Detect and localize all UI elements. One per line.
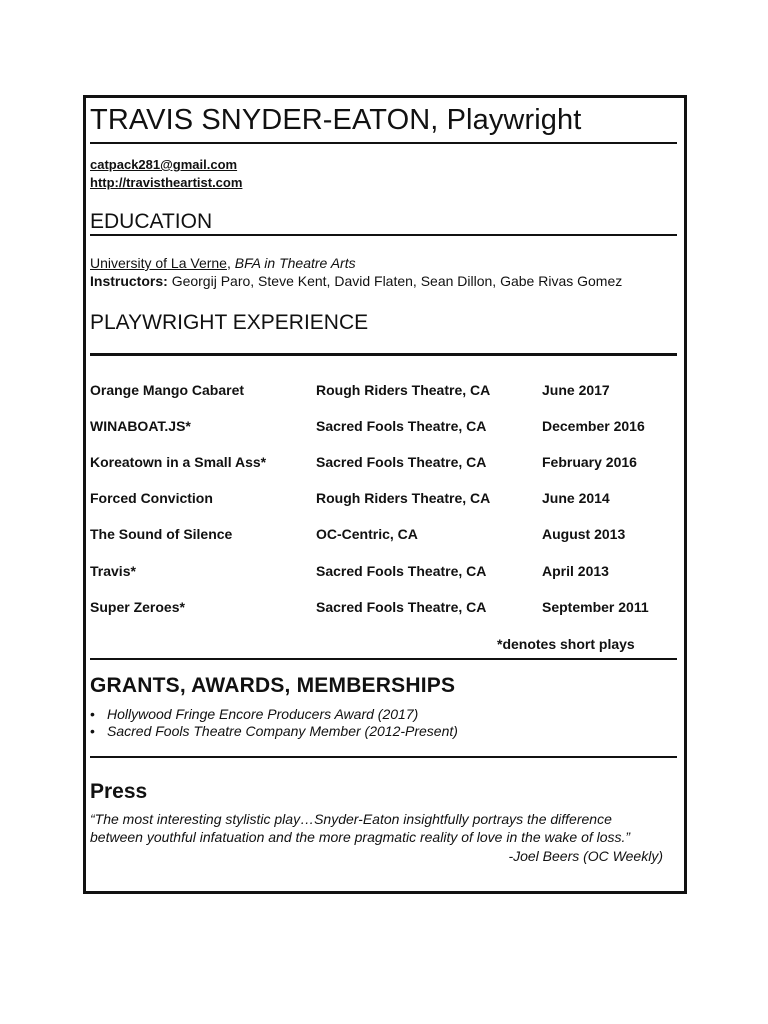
play-venue: Rough Riders Theatre, CA	[316, 382, 491, 398]
play-venue: Sacred Fools Theatre, CA	[316, 418, 487, 434]
instructors-label: Instructors:	[90, 273, 168, 289]
experience-divider	[90, 353, 677, 356]
email-link[interactable]: catpack281@gmail.com	[90, 157, 238, 172]
instructors-list: Georgij Paro, Steve Kent, David Flaten, Sean Dillon, Gabe Rivas Gomez	[171, 273, 623, 289]
list-item	[90, 706, 418, 722]
press-heading: Press	[90, 780, 148, 803]
short-plays-note: *denotes short plays	[497, 636, 635, 652]
grants-heading: GRANTS, AWARDS, MEMBERSHIPS	[90, 674, 456, 697]
play-venue: Sacred Fools Theatre, CA	[316, 599, 487, 615]
website-link[interactable]: http://travistheartist.com	[90, 175, 243, 190]
play-venue: Sacred Fools Theatre, CA	[316, 563, 487, 579]
play-title: The Sound of Silence	[90, 526, 233, 542]
degree-separator: ,	[226, 255, 235, 271]
play-title: Koreatown in a Small Ass*	[90, 454, 267, 470]
instructors-line	[90, 273, 622, 289]
play-date: December 2016	[542, 418, 645, 434]
play-venue: OC-Centric, CA	[316, 526, 418, 542]
list-item	[90, 723, 458, 739]
school-name: University of La Verne	[90, 255, 227, 271]
play-title: Travis*	[90, 563, 136, 579]
play-date: September 2011	[542, 599, 649, 615]
play-date: April 2013	[542, 563, 609, 579]
title-divider	[90, 142, 677, 144]
play-date: June 2017	[542, 382, 610, 398]
play-title: Orange Mango Cabaret	[90, 382, 245, 398]
press-attribution: -Joel Beers (OC Weekly)	[508, 848, 663, 864]
grant-item-text: Hollywood Fringe Encore Producers Award (2017)	[107, 706, 419, 722]
grant-item-text: Sacred Fools Theatre Company Member (2012-Present)	[107, 723, 458, 739]
education-heading: EDUCATION	[90, 210, 213, 233]
play-date: February 2016	[542, 454, 637, 470]
play-title: Forced Conviction	[90, 490, 213, 506]
degree-name: BFA in Theatre Arts	[234, 255, 356, 271]
education-divider	[90, 234, 677, 236]
play-date: June 2014	[542, 490, 610, 506]
bullet-icon: •	[90, 706, 95, 722]
press-divider	[90, 756, 677, 758]
bullet-icon: •	[90, 723, 95, 739]
press-quote-line-1: “The most interesting stylistic play…Snyder-Eaton insightfully portrays the difference	[90, 811, 612, 827]
play-venue: Rough Riders Theatre, CA	[316, 490, 491, 506]
play-date: August 2013	[542, 526, 626, 542]
play-venue: Sacred Fools Theatre, CA	[316, 454, 487, 470]
grants-divider-top	[90, 658, 677, 660]
experience-heading: PLAYWRIGHT EXPERIENCE	[90, 311, 369, 334]
play-title: WINABOAT.JS*	[90, 418, 191, 434]
page-title: TRAVIS SNYDER-EATON, Playwright	[90, 104, 582, 136]
press-quote-line-2: between youthful infatuation and the more pragmatic reality of love in the wake of loss.”	[90, 829, 631, 845]
education-degree-line	[90, 255, 356, 271]
play-title: Super Zeroes*	[90, 599, 185, 615]
